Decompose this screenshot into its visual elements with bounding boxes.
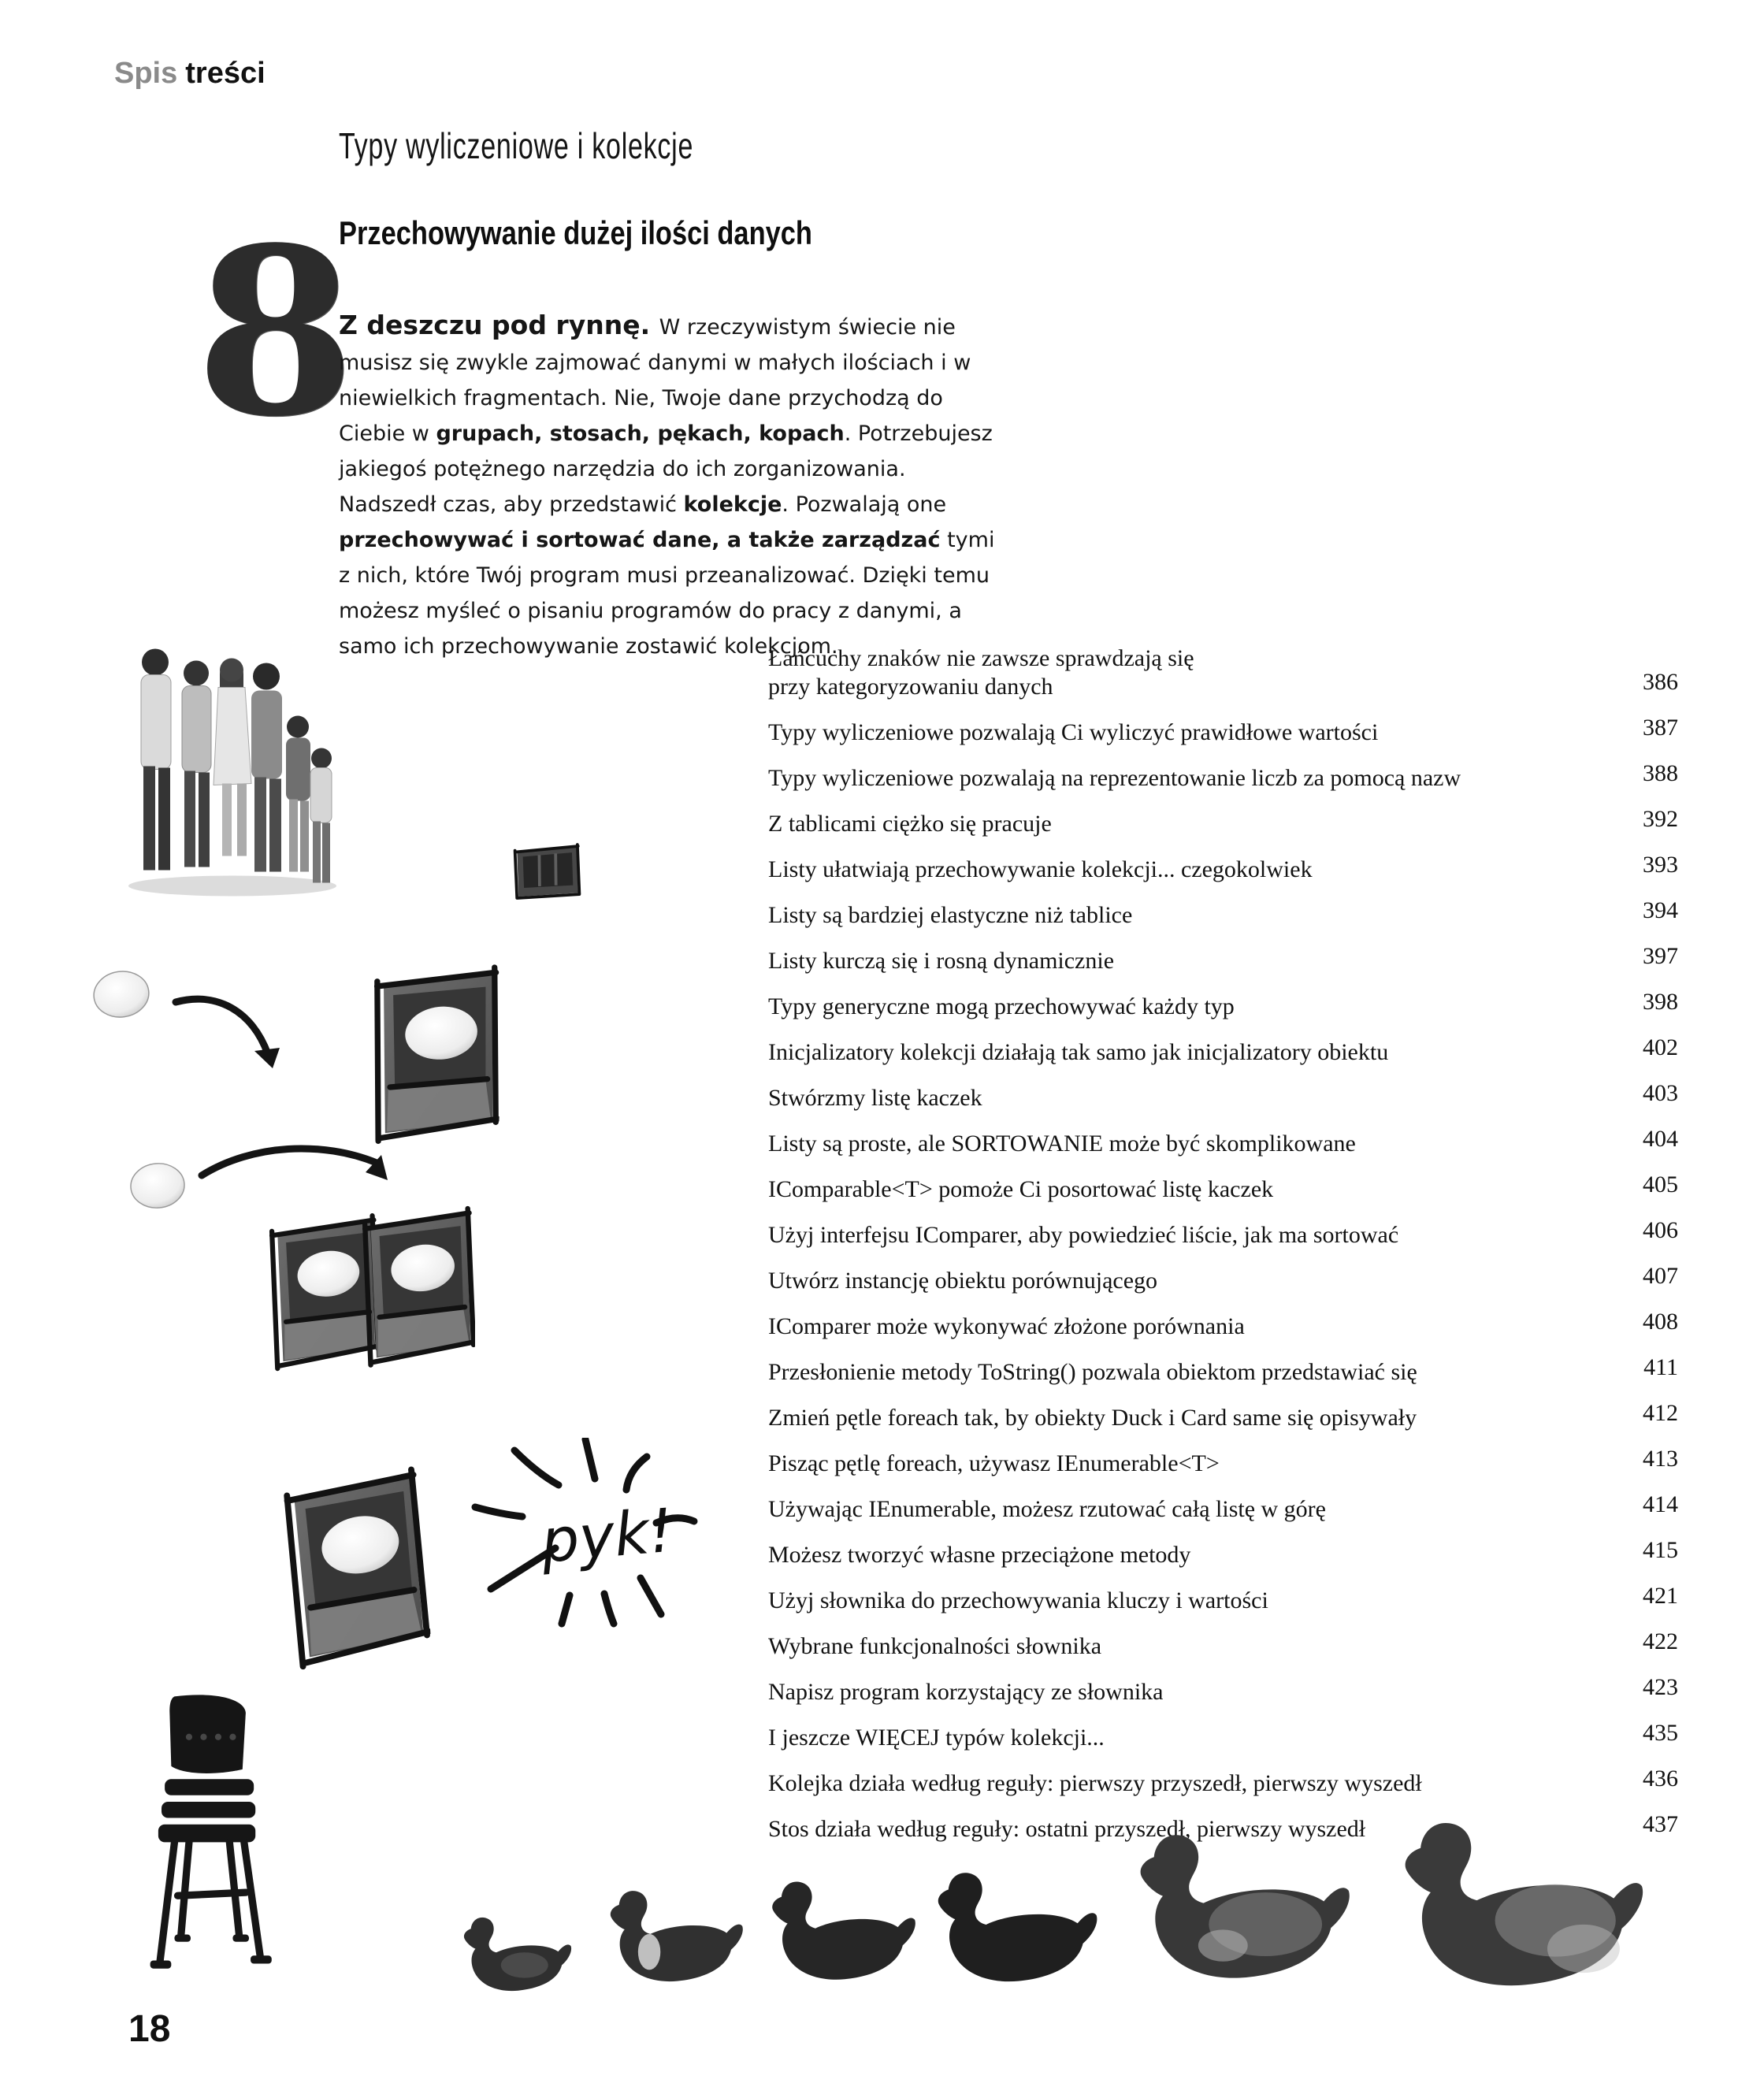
toc-entry — [768, 1582, 1678, 1615]
toc-entry — [768, 851, 1678, 884]
toc-entry-page: 397 — [1643, 943, 1678, 969]
toc-list — [768, 644, 1678, 1856]
toc-entry-page: 388 — [1643, 760, 1678, 786]
toc-entry-title: Użyj interfejsu IComparer, aby powiedzieć liście, jak ma sortować — [768, 1222, 1399, 1248]
duck-decoy-icon — [1398, 1804, 1660, 2003]
duck-decoy-icon — [934, 1858, 1109, 1996]
people-group-illustration — [118, 630, 347, 902]
toc-entry — [768, 1079, 1678, 1112]
toc-entry-page: 412 — [1643, 1400, 1678, 1426]
intro-text-run: przechowywać i sortować dane, a także zarządzać — [339, 528, 941, 552]
toc-entry-title: Z tablicami ciężko się pracuje — [768, 811, 1052, 837]
intro-text-run: . Potrzebujesz jakiegoś potężnego narzędzia do ich zorganizowania. Nadszedł czas, aby przedstawić — [339, 421, 993, 517]
toc-entry — [768, 988, 1678, 1021]
toc-entry-title: Typy wyliczeniowe pozwalają Ci wyliczyć prawidłowe wartości — [768, 719, 1379, 745]
toc-entry-page: 415 — [1643, 1537, 1678, 1563]
toc-entry — [768, 1445, 1678, 1478]
intro-text-run: kolekcje — [683, 492, 782, 517]
toc-entry-page: 423 — [1643, 1674, 1678, 1700]
header-word-bold: treści — [185, 57, 266, 90]
toc-entry — [768, 1628, 1678, 1661]
toc-entry — [768, 759, 1678, 793]
pyk-burst-illustration — [469, 1438, 705, 1643]
toc-entry-title: Stos działa według reguły: ostatni przyszedł, pierwszy wyszedł — [768, 1816, 1366, 1842]
toc-entry — [768, 1536, 1678, 1569]
toc-entry-page: 406 — [1643, 1217, 1678, 1243]
toc-entry-title: Możesz tworzyć własne przeciążone metody — [768, 1542, 1191, 1568]
toc-entry-title: Utwórz instancję obiektu porównującego — [768, 1268, 1158, 1294]
chapter-title: Przechowywanie dużej ilości danych — [339, 214, 812, 251]
chapter-number: 8 — [195, 197, 356, 467]
chapter-intro — [339, 307, 1005, 664]
toc-entry-title: IComparer może wykonywać złożone porównania — [768, 1313, 1245, 1339]
toc-entry-title: Zmień pętle foreach tak, by obiekty Duck i Card same się opisywały — [768, 1405, 1417, 1431]
toc-entry — [768, 714, 1678, 747]
crate-icon — [510, 838, 586, 904]
toc-entry-title: Listy kurczą się i rosną dynamicznie — [768, 948, 1115, 974]
toc-entry-page: 421 — [1643, 1583, 1678, 1609]
double-egg-box-illustration — [266, 1186, 475, 1389]
intro-text-run: . Pozwalają one — [782, 492, 947, 517]
duck-decoy-icon — [1135, 1812, 1365, 1999]
chapter-kicker: Typy wyliczeniowe i kolekcje — [339, 125, 694, 166]
toc-entry — [768, 1262, 1678, 1295]
toc-entry-page: 404 — [1643, 1126, 1678, 1152]
toc-entry-title: Pisząc pętlę foreach, używasz IEnumerable<T> — [768, 1450, 1220, 1476]
toc-entry-title: Wybrane funkcjonalności słownika — [768, 1633, 1102, 1659]
toc-entry-title: Typy wyliczeniowe pozwalają na reprezentowanie liczb za pomocą nazw — [768, 765, 1461, 791]
toc-entry-page: 393 — [1643, 852, 1678, 878]
page-header — [114, 57, 266, 91]
toc-entry-page: 422 — [1643, 1628, 1678, 1654]
toc-entry-page: 436 — [1643, 1766, 1678, 1792]
toc-entry-page: 437 — [1643, 1811, 1678, 1837]
toc-entry-title: Kolejka działa według reguły: pierwszy przyszedł, pierwszy wyszedł — [768, 1770, 1422, 1796]
toc-entry-title: Użyj słownika do przechowywania kluczy i wartości — [768, 1587, 1268, 1613]
toc-entry-page: 398 — [1643, 989, 1678, 1015]
toc-entry-page: 402 — [1643, 1034, 1678, 1060]
toc-entry-title: Napisz program korzystający ze słownika — [768, 1679, 1164, 1705]
toc-entry-page: 405 — [1643, 1171, 1678, 1197]
toc-entry — [768, 1125, 1678, 1158]
toc-entry — [768, 897, 1678, 930]
toc-entry — [768, 1171, 1678, 1204]
toc-entry — [768, 805, 1678, 838]
toc-entry-page: 411 — [1643, 1354, 1678, 1380]
toc-entry — [768, 1216, 1678, 1249]
toc-entry — [768, 1353, 1678, 1387]
duck-decoy-icon — [461, 1910, 579, 1998]
arrow-icon — [169, 991, 288, 1070]
egg-icon — [126, 1157, 188, 1214]
toc-entry-page: 403 — [1643, 1080, 1678, 1106]
toc-entry-page: 407 — [1643, 1263, 1678, 1289]
duck-decoy-icon — [607, 1877, 752, 1995]
toc-entry-title: Listy są bardziej elastyczne niż tablice — [768, 902, 1133, 928]
toc-entry-title: Inicjalizatory kolekcji działają tak samo jak inicjalizatory obiektu — [768, 1039, 1389, 1065]
toc-entry — [768, 1399, 1678, 1432]
toc-entry-page: 435 — [1643, 1720, 1678, 1746]
toc-entry-title: Przesłonienie metody ToString() pozwala obiektom przedstawiać się — [768, 1359, 1417, 1385]
toc-entry-title: Listy ułatwiają przechowywanie kolekcji... czegokolwiek — [768, 856, 1313, 882]
intro-text-run: Z deszczu pod rynnę. — [339, 310, 659, 340]
intro-text-run: W rzeczywistym świecie nie musisz się zwykle zajmować danymi w małych ilościach i w niewielkich fragmentach. Nie, Twoje dane przychodzą do Ciebie w — [339, 315, 971, 446]
egg-icon — [88, 964, 155, 1025]
toc-entry-title: Stwórzmy listę kaczek — [768, 1085, 982, 1111]
toc-entry-page: 386 — [1643, 669, 1678, 695]
toc-entry-page: 414 — [1643, 1491, 1678, 1517]
toc-entry — [768, 1491, 1678, 1524]
header-word-light: Spis — [114, 57, 178, 90]
intro-text-run: grupach, stosach, pękach, kopach — [436, 421, 845, 446]
toc-entry-title: Używając IEnumerable, możesz rzutować całą listę w górę — [768, 1496, 1326, 1522]
chair-stack-illustration — [132, 1690, 278, 2001]
toc-entry-page: 408 — [1643, 1309, 1678, 1335]
egg-box-illustration — [280, 1460, 432, 1670]
toc-entry-title: Typy generyczne mogą przechowywać każdy typ — [768, 993, 1235, 1019]
toc-entry-page: 394 — [1643, 897, 1678, 923]
toc-entry — [768, 1765, 1678, 1798]
toc-entry — [768, 942, 1678, 975]
toc-entry — [768, 1034, 1678, 1067]
toc-entry — [768, 1719, 1678, 1752]
toc-entry-page: 387 — [1643, 715, 1678, 741]
sound-effect-label: pyk! — [537, 1494, 676, 1576]
toc-entry-page: 392 — [1643, 806, 1678, 832]
toc-entry-title: Łańcuchy znaków nie zawsze sprawdzają się przy kategoryzowaniu danych — [768, 645, 1194, 700]
toc-entry-title: IComparable<T> pomoże Ci posortować listę kaczek — [768, 1176, 1274, 1202]
toc-entry — [768, 1308, 1678, 1341]
toc-entry — [768, 644, 1678, 701]
page-number: 18 — [128, 2008, 171, 2050]
toc-entry-page: 413 — [1643, 1446, 1678, 1472]
toc-entry-title: Listy są proste, ale SORTOWANIE może być skomplikowane — [768, 1131, 1356, 1157]
egg-box-illustration — [366, 955, 506, 1149]
toc-entry-title: I jeszcze WIĘCEJ typów kolekcji... — [768, 1725, 1105, 1751]
toc-entry — [768, 1673, 1678, 1706]
intro-text-run: tymi z nich, które Twój program musi przeanalizować. Dzięki temu możesz myśleć o pisaniu programów do pracy z danymi, a samo ich przechowywanie zostawić kolekcjom. — [339, 528, 995, 659]
duck-decoy-icon — [768, 1867, 926, 1993]
